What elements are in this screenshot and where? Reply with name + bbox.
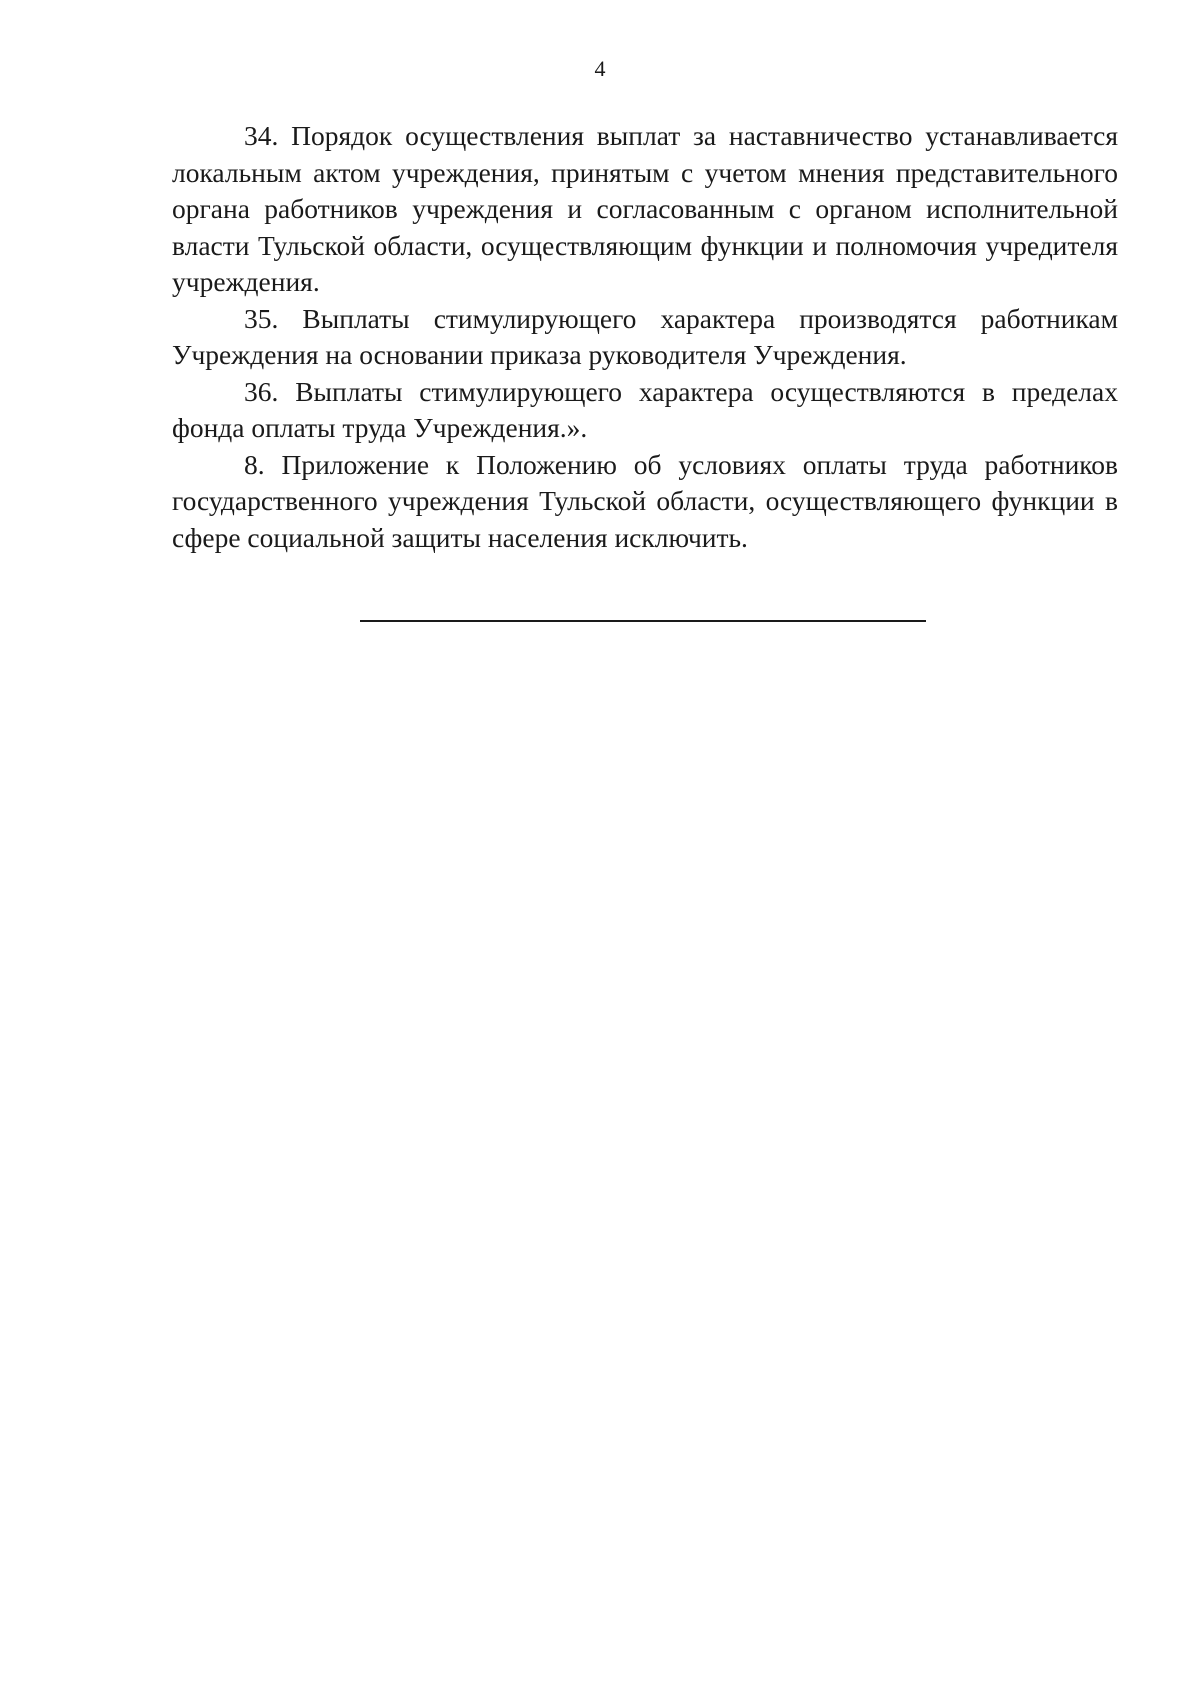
paragraph-35: 35. Выплаты стимулирующего характера производятся работникам Учреждения на основании приказа руководителя Учреждения. <box>172 302 1118 370</box>
end-divider-line <box>360 620 926 622</box>
paragraph-34: 34. Порядок осуществления выплат за наставничество устанавливается локальным актом учреждения, принятым с учетом мнения представительного органа работников учреждения и согласованным с органом исполнительной власти Тульской области, осуществляющим функции и полномочия учредителя учреждения. <box>172 120 1118 297</box>
page-number: 4 <box>594 56 606 81</box>
paragraph-8: 8. Приложение к Положению об условиях оплаты труда работников государственного учреждения Тульской области, осуществляющего функции в сфере социальной защиты населения исключить. <box>172 448 1118 553</box>
document-body <box>172 118 1118 556</box>
paragraph-36: 36. Выплаты стимулирующего характера осуществляются в пределах фонда оплаты труда Учреждения.». <box>172 375 1118 443</box>
